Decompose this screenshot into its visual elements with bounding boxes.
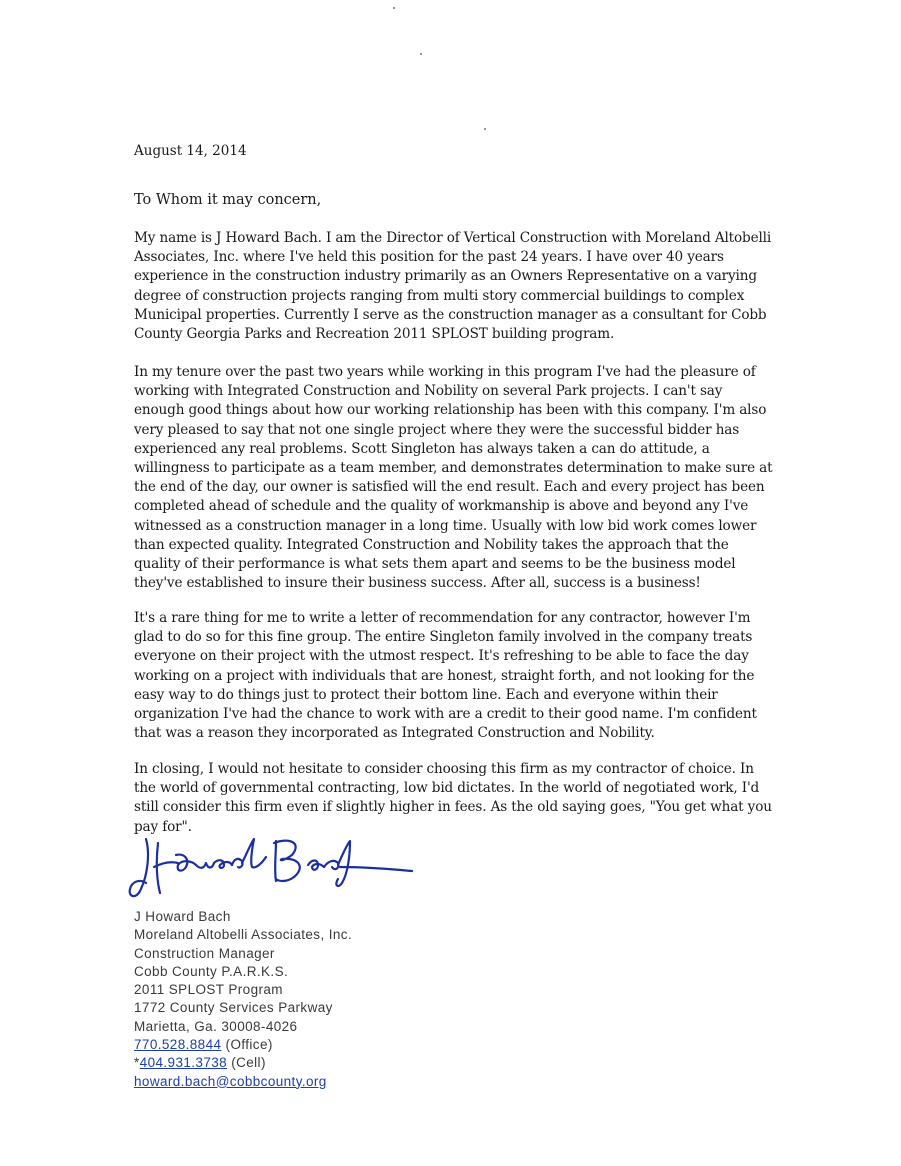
signer-program: 2011 SPLOST Program	[134, 982, 283, 998]
signer-department: Cobb County P.A.R.K.S.	[134, 963, 289, 979]
paragraph-experience: In my tenure over the past two years while working in this program I've had the pleasure of working with Integrated Construction and Nobility on several Park projects. I can't say enough good things about how our working relationship has been with this company. I'm also very pleased to say that not one single project where they were the successful bidder has experienced any real problems. Scott Singleton has always taken a can do attitude, a willingness to participate as a team member, and demonstrates determination to make sure at the end of the day, our owner is satisfied will the end result. Each and every project has been completed ahead of schedule and the quality of workmanship is above and beyond any I've witnessed as a construction manager in a long time. Usually with low bid work comes lower than expected quality. Integrated Construction and Nobility takes the approach that the quality of their performance is what sets them apart and seems to be the business model they've established to insure their business success. After all, success is a business!	[134, 364, 773, 592]
email-link[interactable]: howard.bach@cobbcounty.org	[134, 1073, 327, 1089]
address-city: Marietta, Ga. 30008-4026	[134, 1018, 298, 1034]
cell-phone-prefix: *	[134, 1055, 140, 1071]
salutation: To Whom it may concern,	[134, 192, 322, 208]
scan-speck	[484, 128, 486, 130]
office-phone-label: (Office)	[225, 1037, 273, 1053]
paragraph-closing: In closing, I would not hesitate to consider choosing this firm as my contractor of choice. In the world of governmental contracting, low bid dictates. In the world of negotiated work, I'd still consider this firm even if slightly higher in fees. As the old saying goes, "You get what you pay for".	[134, 761, 772, 835]
address-street: 1772 County Services Parkway	[134, 1000, 333, 1016]
signer-company: Moreland Altobelli Associates, Inc.	[134, 927, 353, 943]
signature-block	[134, 908, 352, 1091]
cell-phone-line	[134, 1054, 352, 1072]
scan-speck	[420, 53, 422, 55]
paragraph-introduction: My name is J Howard Bach. I am the Director of Vertical Construction with Moreland Altobelli Associates, Inc. where I've held this position for the past 24 years. I have over 40 years experience in the construction industry primarily as an Owners Representative on a varying degree of construction projects ranging from multi story commercial buildings to complex Municipal properties. Currently I serve as the construction manager as a consultant for Cobb County Georgia Parks and Recreation 2011 SPLOST building program.	[134, 230, 772, 343]
office-phone-link[interactable]: 770.528.8844	[134, 1037, 222, 1053]
email-line	[134, 1073, 352, 1091]
signer-name: J Howard Bach	[134, 909, 231, 924]
cell-phone-label: (Cell)	[231, 1055, 266, 1071]
scan-speck	[393, 7, 395, 9]
paragraph-recommendation: It's a rare thing for me to write a letter of recommendation for any contractor, however I'm glad to do so for this fine group. The entire Singleton family involved in the company treats everyone on their project with the utmost respect. It's refreshing to be able to face the day working on a project with individuals that are honest, straight forth, and not looking for the easy way to do things just to protect their bottom line. Each and everyone within their organization I've had the chance to work with are a credit to their good name. I'm confident that was a reason they incorporated as Integrated Construction and Nobility.	[134, 610, 757, 742]
letter-date: August 14, 2014	[134, 143, 247, 159]
handwritten-signature	[126, 833, 416, 905]
signer-title: Construction Manager	[134, 945, 275, 961]
office-phone-line	[134, 1036, 352, 1054]
cell-phone-link[interactable]: 404.931.3738	[139, 1055, 228, 1071]
